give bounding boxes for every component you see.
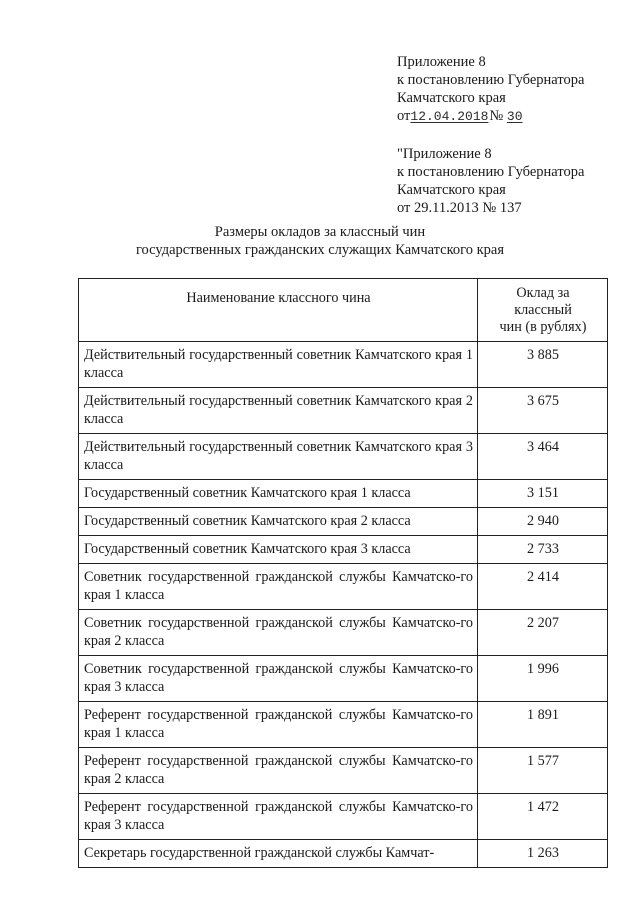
grade-name: Государственный советник Камчатского края 1 класса: [79, 480, 478, 508]
grade-name: Советник государственной гражданской службы Камчатско-го края 3 класса: [79, 656, 478, 702]
original-decree-ref: к постановлению Губернатора: [397, 164, 585, 180]
header-salary: Оклад за классный чин (в рублях): [478, 279, 608, 342]
grade-name: Советник государственной гражданской службы Камчатско-го края 1 класса: [79, 564, 478, 610]
salary-value: 3 151: [478, 480, 608, 508]
table-row: [79, 656, 608, 702]
grade-name: Советник государственной гражданской службы Камчатско-го края 2 класса: [79, 610, 478, 656]
table-row: [79, 702, 608, 748]
salary-value: 1 577: [478, 748, 608, 794]
title-line-2: государственных гражданских служащих Камчатского края: [135, 242, 505, 258]
table-row: [79, 342, 608, 388]
table-row: [79, 840, 608, 868]
table-row: [79, 564, 608, 610]
grade-name: Действительный государственный советник Камчатского края 3 класса: [79, 434, 478, 480]
salary-value: 2 414: [478, 564, 608, 610]
grade-name: Государственный советник Камчатского края 3 класса: [79, 536, 478, 564]
grade-name: Референт государственной гражданской службы Камчатско-го края 3 класса: [79, 794, 478, 840]
title-line-1: Размеры окладов за классный чин: [214, 224, 426, 240]
header-grade-name: Наименование классного чина: [79, 279, 478, 342]
grade-name: Референт государственной гражданской службы Камчатско-го края 2 класса: [79, 748, 478, 794]
appendix-header-current: [397, 53, 584, 126]
salary-value: 1 996: [478, 656, 608, 702]
salary-value: 1 891: [478, 702, 608, 748]
original-appendix-label: "Приложение 8: [397, 146, 492, 162]
salary-value: 2 207: [478, 610, 608, 656]
table-row: [79, 434, 608, 480]
salary-value: 2 733: [478, 536, 608, 564]
salary-value: 3 675: [478, 388, 608, 434]
appendix-decree-ref: к постановлению Губернатора: [397, 72, 585, 88]
appendix-date-line: [397, 107, 584, 126]
salary-table: [78, 278, 608, 868]
salary-value: 2 940: [478, 508, 608, 536]
salary-value: 3 464: [478, 434, 608, 480]
grade-name: Государственный советник Камчатского края 2 класса: [79, 508, 478, 536]
grade-name: Действительный государственный советник Камчатского края 2 класса: [79, 388, 478, 434]
table-row: [79, 794, 608, 840]
original-region: Камчатского края: [397, 182, 506, 198]
number-sign: №: [489, 108, 504, 124]
date-stamp: 12.04.2018: [410, 109, 489, 124]
number-stamp: 30: [506, 109, 523, 124]
date-prefix: от: [397, 108, 411, 124]
table-row: [79, 610, 608, 656]
original-date-number: от 29.11.2013 № 137: [397, 200, 522, 216]
grade-name: Действительный государственный советник Камчатского края 1 класса: [79, 342, 478, 388]
appendix-header-original: [397, 145, 584, 217]
grade-name: Референт государственной гражданской службы Камчатско-го края 1 класса: [79, 702, 478, 748]
table-row: [79, 388, 608, 434]
table-row: [79, 536, 608, 564]
salary-value: 1 263: [478, 840, 608, 868]
appendix-region: Камчатского края: [397, 90, 506, 106]
table-header-row: [79, 279, 608, 342]
table-row: [79, 748, 608, 794]
appendix-label: Приложение 8: [397, 54, 486, 70]
table-row: [79, 480, 608, 508]
document-title: [0, 223, 640, 259]
salary-value: 3 885: [478, 342, 608, 388]
table-row: [79, 508, 608, 536]
grade-name: Секретарь государственной гражданской службы Камчат-: [79, 840, 478, 868]
salary-value: 1 472: [478, 794, 608, 840]
